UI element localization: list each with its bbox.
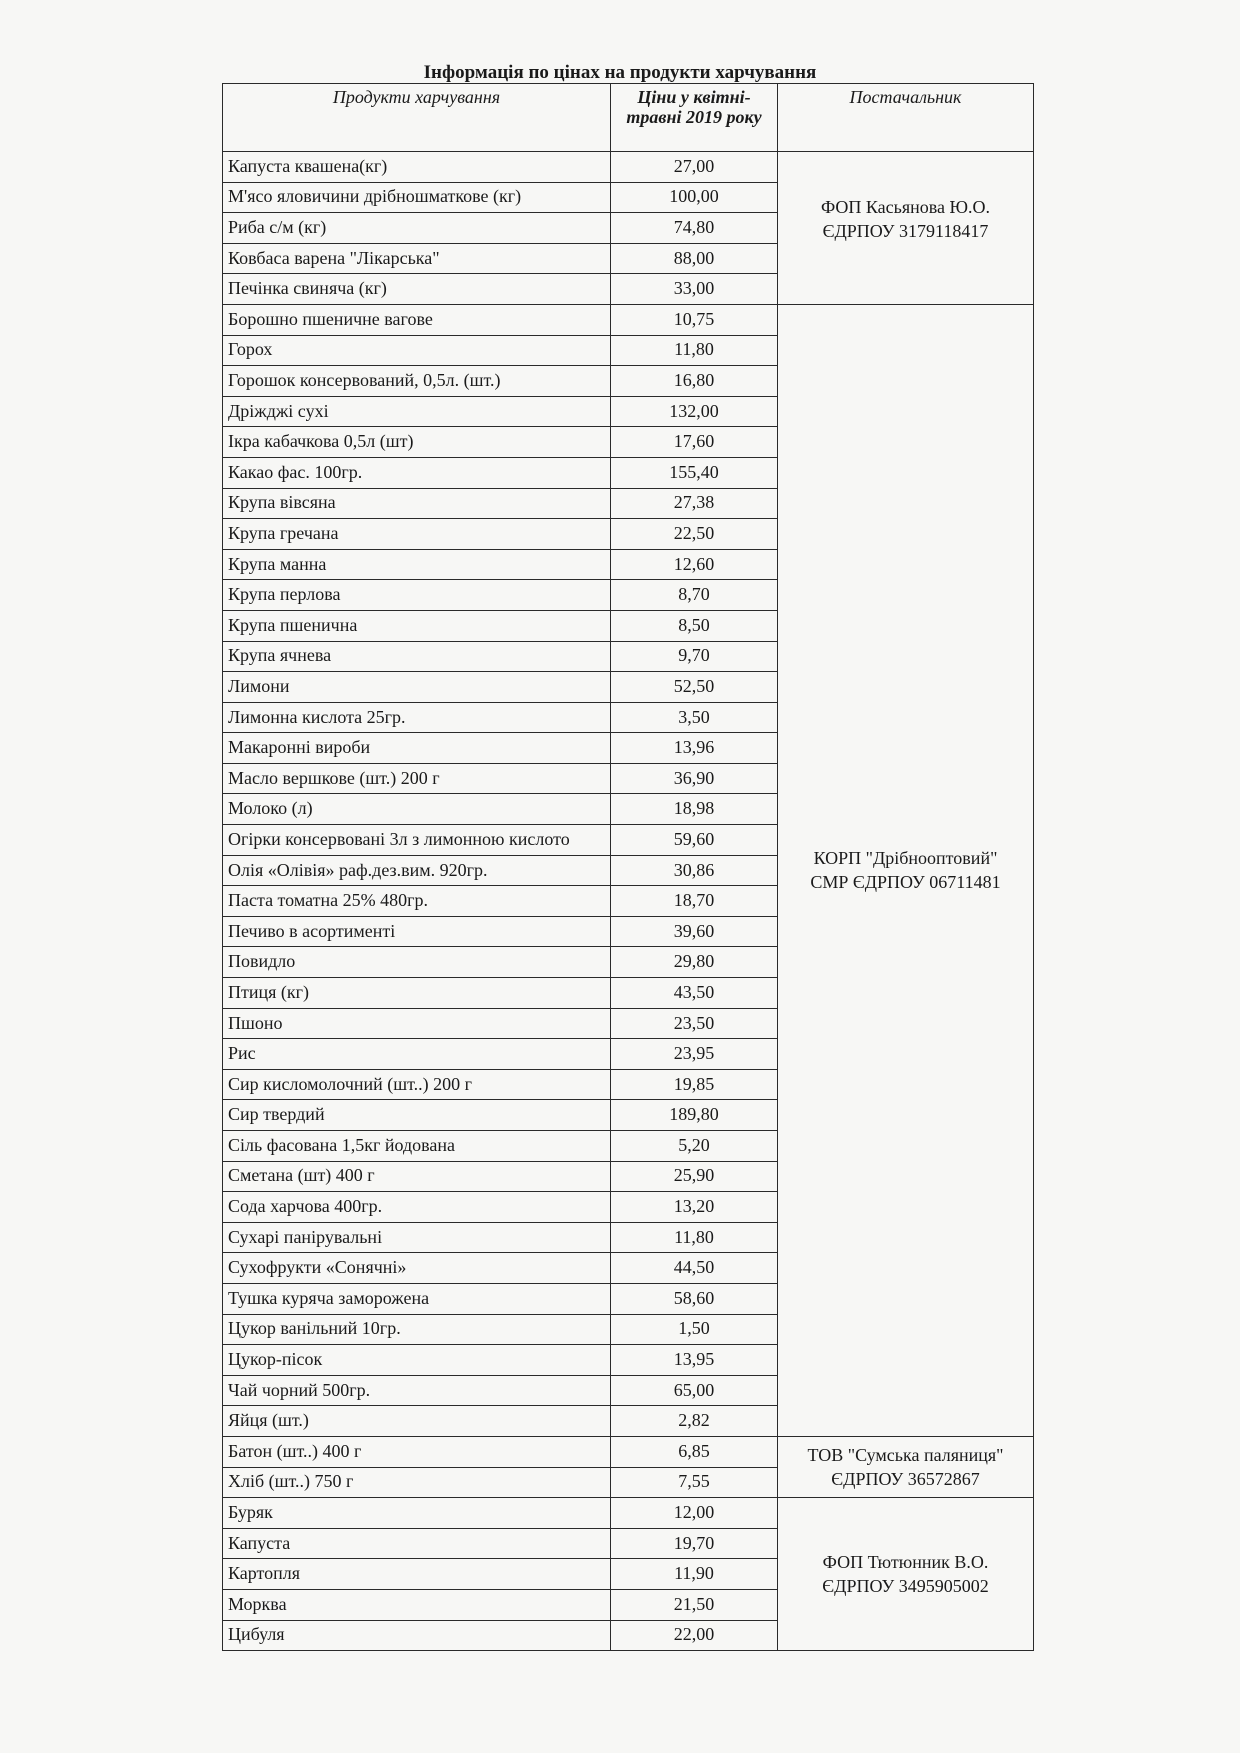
product-price: 1,50	[611, 1314, 778, 1345]
supplier-line: ЄДРПОУ 3179118417	[822, 220, 989, 241]
product-name: Печінка свиняча (кг)	[223, 274, 611, 305]
product-name: Сир кисломолочний (шт..) 200 г	[223, 1069, 611, 1100]
product-price: 52,50	[611, 672, 778, 703]
product-price: 74,80	[611, 213, 778, 244]
product-name: Крупа пшенична	[223, 610, 611, 641]
product-price: 11,90	[611, 1559, 778, 1590]
supplier-line: СМР ЄДРПОУ 06711481	[810, 872, 1001, 893]
product-price: 23,95	[611, 1039, 778, 1070]
product-name: Лимони	[223, 672, 611, 703]
supplier-cell	[778, 304, 1034, 1436]
product-price: 21,50	[611, 1589, 778, 1620]
product-name: Какао фас. 100гр.	[223, 457, 611, 488]
product-price: 22,50	[611, 519, 778, 550]
supplier-line: КОРП "Дрібнооптовий"	[813, 848, 998, 869]
product-name: Олія «Олівія» раф.дез.вим. 920гр.	[223, 855, 611, 886]
product-price: 88,00	[611, 243, 778, 274]
product-price: 10,75	[611, 304, 778, 335]
product-name: Сухарі панірувальні	[223, 1222, 611, 1253]
product-name: Риба с/м (кг)	[223, 213, 611, 244]
product-price: 8,70	[611, 580, 778, 611]
product-price: 22,00	[611, 1620, 778, 1651]
product-name: Цибуля	[223, 1620, 611, 1651]
product-price: 2,82	[611, 1406, 778, 1437]
price-table	[222, 83, 1034, 1651]
product-name: Рис	[223, 1039, 611, 1070]
product-name: Огірки консервовані 3л з лимонною кислото	[223, 825, 611, 856]
product-name: Горошок консервований, 0,5л. (шт.)	[223, 366, 611, 397]
product-name: Капуста	[223, 1528, 611, 1559]
product-name: Сухофрукти «Сонячні»	[223, 1253, 611, 1284]
product-price: 23,50	[611, 1008, 778, 1039]
product-name: Тушка куряча заморожена	[223, 1283, 611, 1314]
product-name: Сода харчова 400гр.	[223, 1192, 611, 1223]
product-price: 9,70	[611, 641, 778, 672]
product-name: Чай чорний 500гр.	[223, 1375, 611, 1406]
product-name: Крупа вівсяна	[223, 488, 611, 519]
product-price: 59,60	[611, 825, 778, 856]
product-price: 6,85	[611, 1436, 778, 1467]
supplier-line: ФОП Тютюнник В.О.	[822, 1551, 989, 1572]
product-price: 39,60	[611, 916, 778, 947]
product-price: 19,70	[611, 1528, 778, 1559]
product-name: Ікра кабачкова 0,5л (шт)	[223, 427, 611, 458]
product-price: 58,60	[611, 1283, 778, 1314]
supplier-cell	[778, 1498, 1034, 1651]
product-price: 11,80	[611, 1222, 778, 1253]
product-name: Ковбаса варена "Лікарська"	[223, 243, 611, 274]
supplier-line: ЄДРПОУ 36572867	[831, 1469, 980, 1490]
product-price: 27,00	[611, 152, 778, 183]
product-name: Яйця (шт.)	[223, 1406, 611, 1437]
product-name: Сіль фасована 1,5кг йодована	[223, 1131, 611, 1162]
product-price: 29,80	[611, 947, 778, 978]
product-price: 5,20	[611, 1131, 778, 1162]
header-product: Продукти харчування	[223, 84, 611, 152]
product-name: Крупа манна	[223, 549, 611, 580]
product-name: Батон (шт..) 400 г	[223, 1436, 611, 1467]
product-name: Крупа гречана	[223, 519, 611, 550]
supplier-cell	[778, 152, 1034, 305]
product-name: Макаронні вироби	[223, 733, 611, 764]
product-name: Капуста квашена(кг)	[223, 152, 611, 183]
supplier-cell	[778, 1436, 1034, 1497]
product-name: Крупа перлова	[223, 580, 611, 611]
product-price: 19,85	[611, 1069, 778, 1100]
product-price: 27,38	[611, 488, 778, 519]
product-price: 18,98	[611, 794, 778, 825]
product-price: 36,90	[611, 763, 778, 794]
product-name: Пшоно	[223, 1008, 611, 1039]
product-name: Горох	[223, 335, 611, 366]
product-price: 155,40	[611, 457, 778, 488]
header-price: Ціни у квітні-травні 2019 року	[611, 84, 778, 152]
product-price: 44,50	[611, 1253, 778, 1284]
product-price: 12,00	[611, 1498, 778, 1529]
product-name: Буряк	[223, 1498, 611, 1529]
product-name: Птиця (кг)	[223, 978, 611, 1009]
product-price: 13,95	[611, 1345, 778, 1376]
header-row	[223, 84, 1034, 152]
table-row	[223, 304, 1034, 335]
product-name: Сметана (шт) 400 г	[223, 1161, 611, 1192]
product-name: Масло вершкове (шт.) 200 г	[223, 763, 611, 794]
product-name: Печиво в асортименті	[223, 916, 611, 947]
product-name: Повидло	[223, 947, 611, 978]
header-supplier: Постачальник	[778, 84, 1034, 152]
product-price: 65,00	[611, 1375, 778, 1406]
table-row	[223, 1436, 1034, 1467]
supplier-line: ЄДРПОУ 3495905002	[822, 1576, 989, 1597]
product-name: Сир твердий	[223, 1100, 611, 1131]
product-price: 17,60	[611, 427, 778, 458]
product-name: Дріжджі сухі	[223, 396, 611, 427]
table-row	[223, 152, 1034, 183]
product-price: 189,80	[611, 1100, 778, 1131]
product-price: 8,50	[611, 610, 778, 641]
product-price: 43,50	[611, 978, 778, 1009]
product-price: 16,80	[611, 366, 778, 397]
product-price: 25,90	[611, 1161, 778, 1192]
product-name: Морква	[223, 1589, 611, 1620]
supplier-line: ФОП Касьянова Ю.О.	[820, 196, 991, 217]
product-name: Паста томатна 25% 480гр.	[223, 886, 611, 917]
product-price: 18,70	[611, 886, 778, 917]
product-name: Борошно пшеничне вагове	[223, 304, 611, 335]
product-name: Хліб (шт..) 750 г	[223, 1467, 611, 1498]
product-price: 33,00	[611, 274, 778, 305]
product-price: 13,96	[611, 733, 778, 764]
product-price: 30,86	[611, 855, 778, 886]
product-price: 11,80	[611, 335, 778, 366]
table-body	[223, 152, 1034, 1651]
product-name: Цукор-пісок	[223, 1345, 611, 1376]
product-name: Крупа ячнева	[223, 641, 611, 672]
product-name: Картопля	[223, 1559, 611, 1590]
page-title: Інформація по цінах на продукти харчування	[423, 62, 817, 83]
product-name: Молоко (л)	[223, 794, 611, 825]
product-price: 13,20	[611, 1192, 778, 1223]
table-row	[223, 1498, 1034, 1529]
supplier-line: ТОВ "Сумська паляниця"	[807, 1444, 1004, 1465]
product-name: М'ясо яловичини дрібношматкове (кг)	[223, 182, 611, 213]
product-price: 100,00	[611, 182, 778, 213]
product-price: 3,50	[611, 702, 778, 733]
product-price: 12,60	[611, 549, 778, 580]
product-name: Лимонна кислота 25гр.	[223, 702, 611, 733]
product-name: Цукор ванільний 10гр.	[223, 1314, 611, 1345]
product-price: 7,55	[611, 1467, 778, 1498]
product-price: 132,00	[611, 396, 778, 427]
